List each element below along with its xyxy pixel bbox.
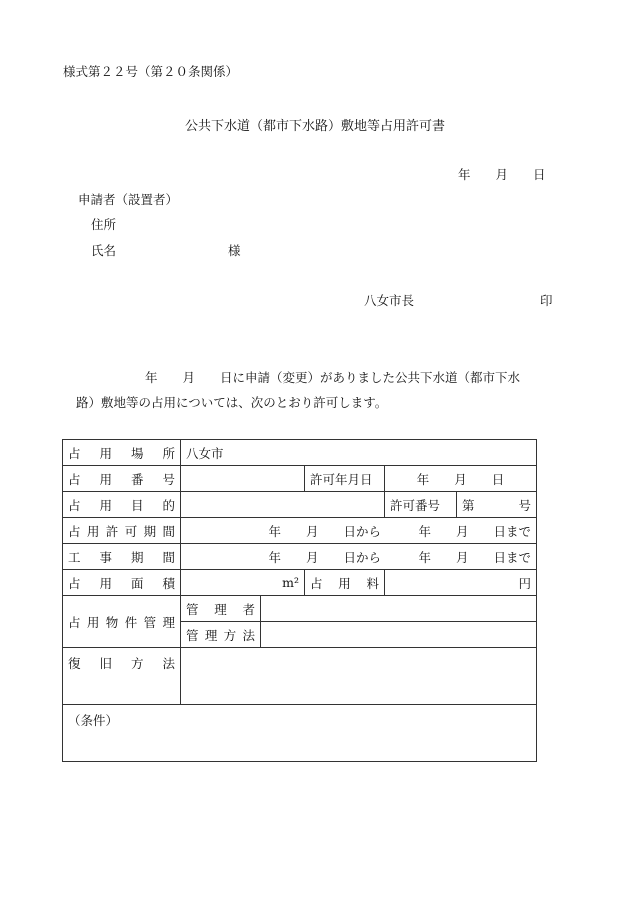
table-row: [63, 705, 537, 762]
area-unit: m²: [181, 570, 305, 596]
form-number: 様式第２２号（第２０条関係）: [63, 64, 239, 79]
number-label: 占用番号: [63, 466, 181, 492]
issuer-name: 八女市長: [364, 293, 415, 308]
conditions: （条件）: [63, 705, 537, 762]
permit-date-label: 許可年月日: [305, 466, 385, 492]
applicant-label: 申請者（設置者）: [78, 192, 179, 207]
body-text-line-2: 路）敷地等の占用については、次のとおり許可します。: [76, 395, 388, 410]
area-label: 占用面積: [63, 570, 181, 596]
manager-label: 管理者: [181, 596, 261, 622]
name-label: 氏名: [91, 243, 117, 258]
table-row: [63, 596, 537, 622]
place-value: 八女市: [181, 440, 537, 466]
period-value: 年 月 日から 年 月 日まで: [181, 518, 537, 544]
document-title: 公共下水道（都市下水路）敷地等占用許可書: [184, 119, 445, 134]
table-row: [63, 466, 537, 492]
permit-no-suffix: 号: [518, 497, 531, 513]
purpose-label: 占用目的: [63, 492, 181, 518]
period-label: 占用許可期間: [63, 518, 181, 544]
work-period-label: 工事期間: [63, 544, 181, 570]
purpose-value: [181, 492, 385, 518]
seal-mark: 印: [540, 293, 553, 308]
work-period-value: 年 月 日から 年 月 日まで: [181, 544, 537, 570]
table-row: [63, 544, 537, 570]
restore-label: 復旧方法: [63, 648, 181, 705]
place-label: 占用場所: [63, 440, 181, 466]
permit-no-label: 許可番号: [385, 492, 457, 518]
method-label: 管理方法: [181, 622, 261, 648]
body-text-line-1: 年 月 日に申請（変更）がありました公共下水道（都市下水: [145, 370, 521, 385]
table-row: [63, 570, 537, 596]
table-row: [63, 492, 537, 518]
permit-no-prefix: 第: [462, 497, 475, 513]
table-row: [63, 518, 537, 544]
permit-no-value: [457, 492, 537, 518]
address-label: 住所: [91, 217, 117, 232]
permit-date-value: 年 月 日: [385, 466, 537, 492]
method-value: [261, 622, 537, 648]
restore-value: [181, 648, 537, 705]
fee-unit: 円: [385, 570, 537, 596]
number-value: [181, 466, 305, 492]
fee-label: 占用料: [305, 570, 385, 596]
permit-table: [62, 439, 537, 762]
manager-value: [261, 596, 537, 622]
issue-date: 年 月 日: [458, 167, 546, 182]
table-row: [63, 440, 537, 466]
table-row: [63, 648, 537, 705]
management-label: 占用物件管理: [63, 596, 181, 648]
honorific: 様: [228, 243, 241, 258]
